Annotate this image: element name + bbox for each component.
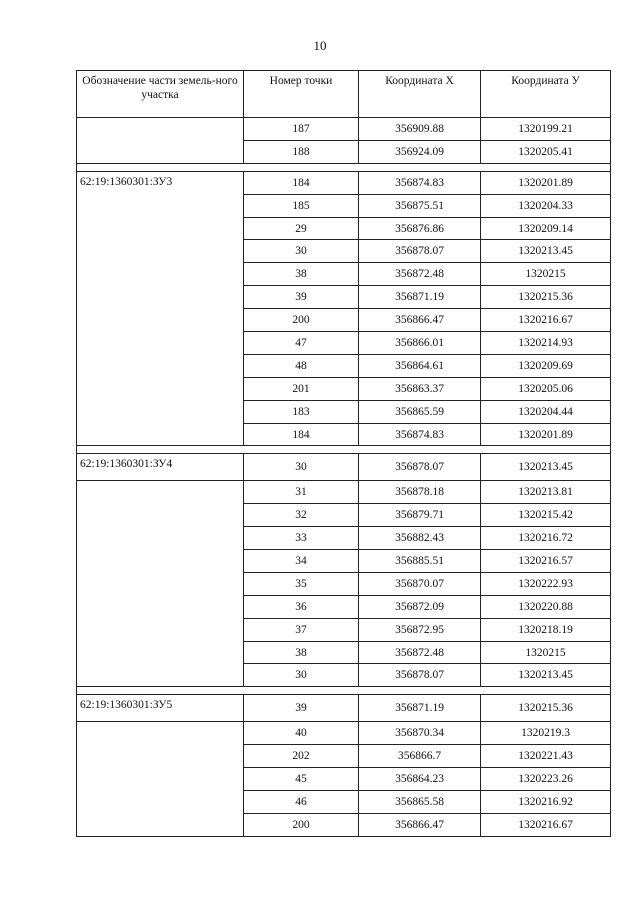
coordinate-y: 1320199.21 xyxy=(481,118,611,141)
part-designation: 62:19:1360301:ЗУ4 xyxy=(77,454,244,481)
part-designation-continued xyxy=(77,722,244,836)
coordinate-y: 1320220.88 xyxy=(481,595,611,618)
coordinates-table xyxy=(76,70,611,837)
coordinate-y: 1320215.36 xyxy=(481,286,611,309)
point-number: 30 xyxy=(244,240,359,263)
point-number: 202 xyxy=(244,745,359,768)
point-number: 200 xyxy=(244,813,359,836)
coordinate-x: 356872.95 xyxy=(359,618,481,641)
coordinate-x: 356865.59 xyxy=(359,400,481,423)
table-row xyxy=(77,171,611,194)
coordinate-y: 1320216.92 xyxy=(481,790,611,813)
coordinate-y: 1320219.3 xyxy=(481,722,611,745)
point-number: 40 xyxy=(244,722,359,745)
coordinate-x: 356866.47 xyxy=(359,309,481,332)
point-number: 29 xyxy=(244,217,359,240)
point-number: 201 xyxy=(244,377,359,400)
coordinate-x: 356864.61 xyxy=(359,354,481,377)
coordinate-y: 1320205.06 xyxy=(481,377,611,400)
coordinate-x: 356924.09 xyxy=(359,140,481,163)
separator-cell xyxy=(77,163,611,171)
coordinate-x: 356871.19 xyxy=(359,695,481,722)
part-designation xyxy=(77,118,244,164)
coordinate-x: 356872.48 xyxy=(359,263,481,286)
coordinate-y: 1320218.19 xyxy=(481,618,611,641)
coordinate-y: 1320215.36 xyxy=(481,695,611,722)
point-number: 39 xyxy=(244,695,359,722)
coordinate-y: 1320204.33 xyxy=(481,194,611,217)
separator-cell xyxy=(77,687,611,695)
coordinate-y: 1320213.45 xyxy=(481,664,611,687)
coordinate-x: 356865.58 xyxy=(359,790,481,813)
coordinate-x: 356864.23 xyxy=(359,768,481,791)
point-number: 45 xyxy=(244,768,359,791)
coordinate-x: 356866.7 xyxy=(359,745,481,768)
coordinate-y: 1320216.67 xyxy=(481,309,611,332)
table-header-row xyxy=(77,71,611,118)
coordinate-y: 1320215.42 xyxy=(481,504,611,527)
coordinate-y: 1320201.89 xyxy=(481,171,611,194)
coordinate-x: 356909.88 xyxy=(359,118,481,141)
coordinate-x: 356863.37 xyxy=(359,377,481,400)
coordinate-x: 356866.47 xyxy=(359,813,481,836)
point-number: 187 xyxy=(244,118,359,141)
point-number: 183 xyxy=(244,400,359,423)
coordinate-x: 356876.86 xyxy=(359,217,481,240)
coordinate-x: 356878.18 xyxy=(359,481,481,504)
point-number: 33 xyxy=(244,527,359,550)
group-separator xyxy=(77,163,611,171)
table-row xyxy=(77,722,611,745)
point-number: 185 xyxy=(244,194,359,217)
point-number: 48 xyxy=(244,354,359,377)
table-row xyxy=(77,481,611,504)
point-number: 37 xyxy=(244,618,359,641)
coordinate-x: 356879.71 xyxy=(359,504,481,527)
coordinate-x: 356885.51 xyxy=(359,550,481,573)
point-number: 34 xyxy=(244,550,359,573)
point-number: 38 xyxy=(244,263,359,286)
coordinate-y: 1320221.43 xyxy=(481,745,611,768)
coordinate-y: 1320213.45 xyxy=(481,454,611,481)
coordinate-y: 1320216.72 xyxy=(481,527,611,550)
coordinate-y: 1320213.45 xyxy=(481,240,611,263)
point-number: 184 xyxy=(244,423,359,446)
point-number: 46 xyxy=(244,790,359,813)
coordinate-y: 1320216.57 xyxy=(481,550,611,573)
group-separator xyxy=(77,687,611,695)
coordinate-x: 356874.83 xyxy=(359,423,481,446)
coordinate-x: 356866.01 xyxy=(359,332,481,355)
point-number: 35 xyxy=(244,572,359,595)
coordinate-y: 1320215 xyxy=(481,641,611,664)
part-designation: 62:19:1360301:ЗУ5 xyxy=(77,695,244,722)
coordinate-x: 356874.83 xyxy=(359,171,481,194)
coordinate-y: 1320214.93 xyxy=(481,332,611,355)
part-designation-continued xyxy=(77,481,244,687)
coordinate-y: 1320213.81 xyxy=(481,481,611,504)
header-point-number: Номер точки xyxy=(244,71,359,118)
coordinate-x: 356870.07 xyxy=(359,572,481,595)
coordinate-y: 1320209.14 xyxy=(481,217,611,240)
coordinate-y: 1320204.44 xyxy=(481,400,611,423)
table-row xyxy=(77,695,611,722)
coordinate-x: 356872.48 xyxy=(359,641,481,664)
point-number: 47 xyxy=(244,332,359,355)
point-number: 200 xyxy=(244,309,359,332)
point-number: 38 xyxy=(244,641,359,664)
coordinate-x: 356871.19 xyxy=(359,286,481,309)
point-number: 36 xyxy=(244,595,359,618)
table-body xyxy=(77,118,611,837)
header-part: Обозначение части земель-ного участка xyxy=(77,71,244,118)
table-row xyxy=(77,454,611,481)
coordinate-x: 356878.07 xyxy=(359,454,481,481)
part-designation: 62:19:1360301:ЗУ3 xyxy=(77,171,244,446)
point-number: 188 xyxy=(244,140,359,163)
header-coordinate-y: Координата У xyxy=(481,71,611,118)
coordinate-x: 356878.07 xyxy=(359,240,481,263)
point-number: 32 xyxy=(244,504,359,527)
coordinate-x: 356875.51 xyxy=(359,194,481,217)
point-number: 39 xyxy=(244,286,359,309)
group-separator xyxy=(77,446,611,454)
coordinate-y: 1320216.67 xyxy=(481,813,611,836)
coordinate-y: 1320223.26 xyxy=(481,768,611,791)
coordinate-x: 356882.43 xyxy=(359,527,481,550)
header-coordinate-x: Координата X xyxy=(359,71,481,118)
coordinate-x: 356878.07 xyxy=(359,664,481,687)
table-row xyxy=(77,118,611,141)
coordinate-y: 1320209.69 xyxy=(481,354,611,377)
coordinate-y: 1320222.93 xyxy=(481,572,611,595)
coordinate-y: 1320215 xyxy=(481,263,611,286)
page-number: 10 xyxy=(313,38,327,53)
point-number: 30 xyxy=(244,664,359,687)
point-number: 184 xyxy=(244,171,359,194)
point-number: 30 xyxy=(244,454,359,481)
coordinate-y: 1320201.89 xyxy=(481,423,611,446)
point-number: 31 xyxy=(244,481,359,504)
coordinate-y: 1320205.41 xyxy=(481,140,611,163)
coordinate-x: 356870.34 xyxy=(359,722,481,745)
separator-cell xyxy=(77,446,611,454)
coordinate-x: 356872.09 xyxy=(359,595,481,618)
